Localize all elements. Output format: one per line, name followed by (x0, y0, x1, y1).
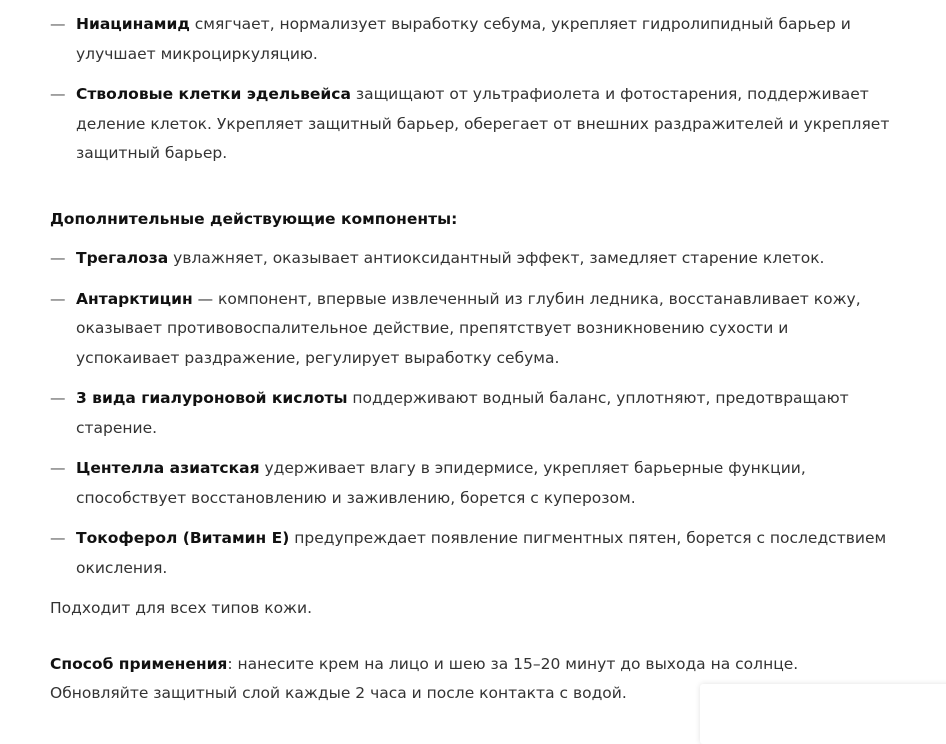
list-dash: — (50, 15, 66, 33)
ingredient-description: — компонент, впервые извлеченный из глубин ледника, восстанавливает кожу, оказывает противовоспалительное действие, препятствует возникновению сухости и успокаивает раздражение, регулирует выработку себума. (76, 289, 861, 367)
list-item-tocopherol (50, 524, 890, 583)
list-dash: — (50, 289, 66, 308)
list-item-antarcticine (50, 285, 890, 374)
floating-widget-edge (700, 684, 946, 744)
list-item-niacinamide (50, 10, 890, 69)
list-dash: — (50, 529, 66, 547)
ingredient-name: 3 вида гиалуроновой кислоты (76, 389, 348, 407)
additional-components-heading: Дополнительные действующие компоненты: (50, 209, 458, 228)
list-dash: — (50, 249, 66, 267)
list-dash: — (50, 459, 66, 477)
ingredient-name: Центелла азиатская (76, 459, 260, 477)
ingredient-name: Ниацинамид (76, 15, 190, 33)
list-item-hyaluronic-acid (50, 384, 890, 443)
ingredient-name: Токоферол (Витамин Е) (76, 529, 290, 547)
ingredient-description: поддерживают водный баланс, уплотняют, предотвращают старение. (76, 389, 849, 437)
usage-text: : нанесите крем на лицо и шею за 15–20 минут до выхода на солнце. Обновляйте защитный слой каждые 2 часа и после контакта с водой. (50, 654, 799, 702)
list-item-trehalose (50, 244, 890, 274)
list-item-edelweiss (50, 80, 890, 169)
ingredient-description: предупреждает появление пигментных пятен, борется с последствием окисления. (76, 529, 887, 577)
skin-types-paragraph: Подходит для всех типов кожи. (50, 599, 313, 617)
ingredient-name: Трегалоза (76, 249, 169, 267)
ingredient-description: удерживает влагу в эпидермисе, укрепляет барьерные функции, способствует восстановлению и заживлению, борется с куперозом. (76, 459, 806, 507)
list-item-centella (50, 454, 890, 513)
ingredient-description: защищают от ультрафиолета и фотостарения, поддерживает деление клеток. Укрепляет защитный барьер, оберегает от внешних раздражителей и укрепляет защитный барьер. (76, 85, 890, 162)
usage-label: Способ применения (50, 654, 228, 673)
list-dash: — (50, 389, 66, 407)
ingredient-description: увлажняет, оказывает антиоксидантный эффект, замедляет старение клеток. (168, 249, 825, 267)
ingredient-description: смягчает, нормализует выработку себума, укрепляет гидролипидный барьер и улучшает микроциркуляцию. (76, 15, 851, 63)
article-content (50, 10, 890, 709)
ingredient-name: Антарктицин (76, 289, 193, 308)
ingredient-name: Стволовые клетки эдельвейса (76, 85, 351, 103)
list-dash: — (50, 85, 66, 103)
